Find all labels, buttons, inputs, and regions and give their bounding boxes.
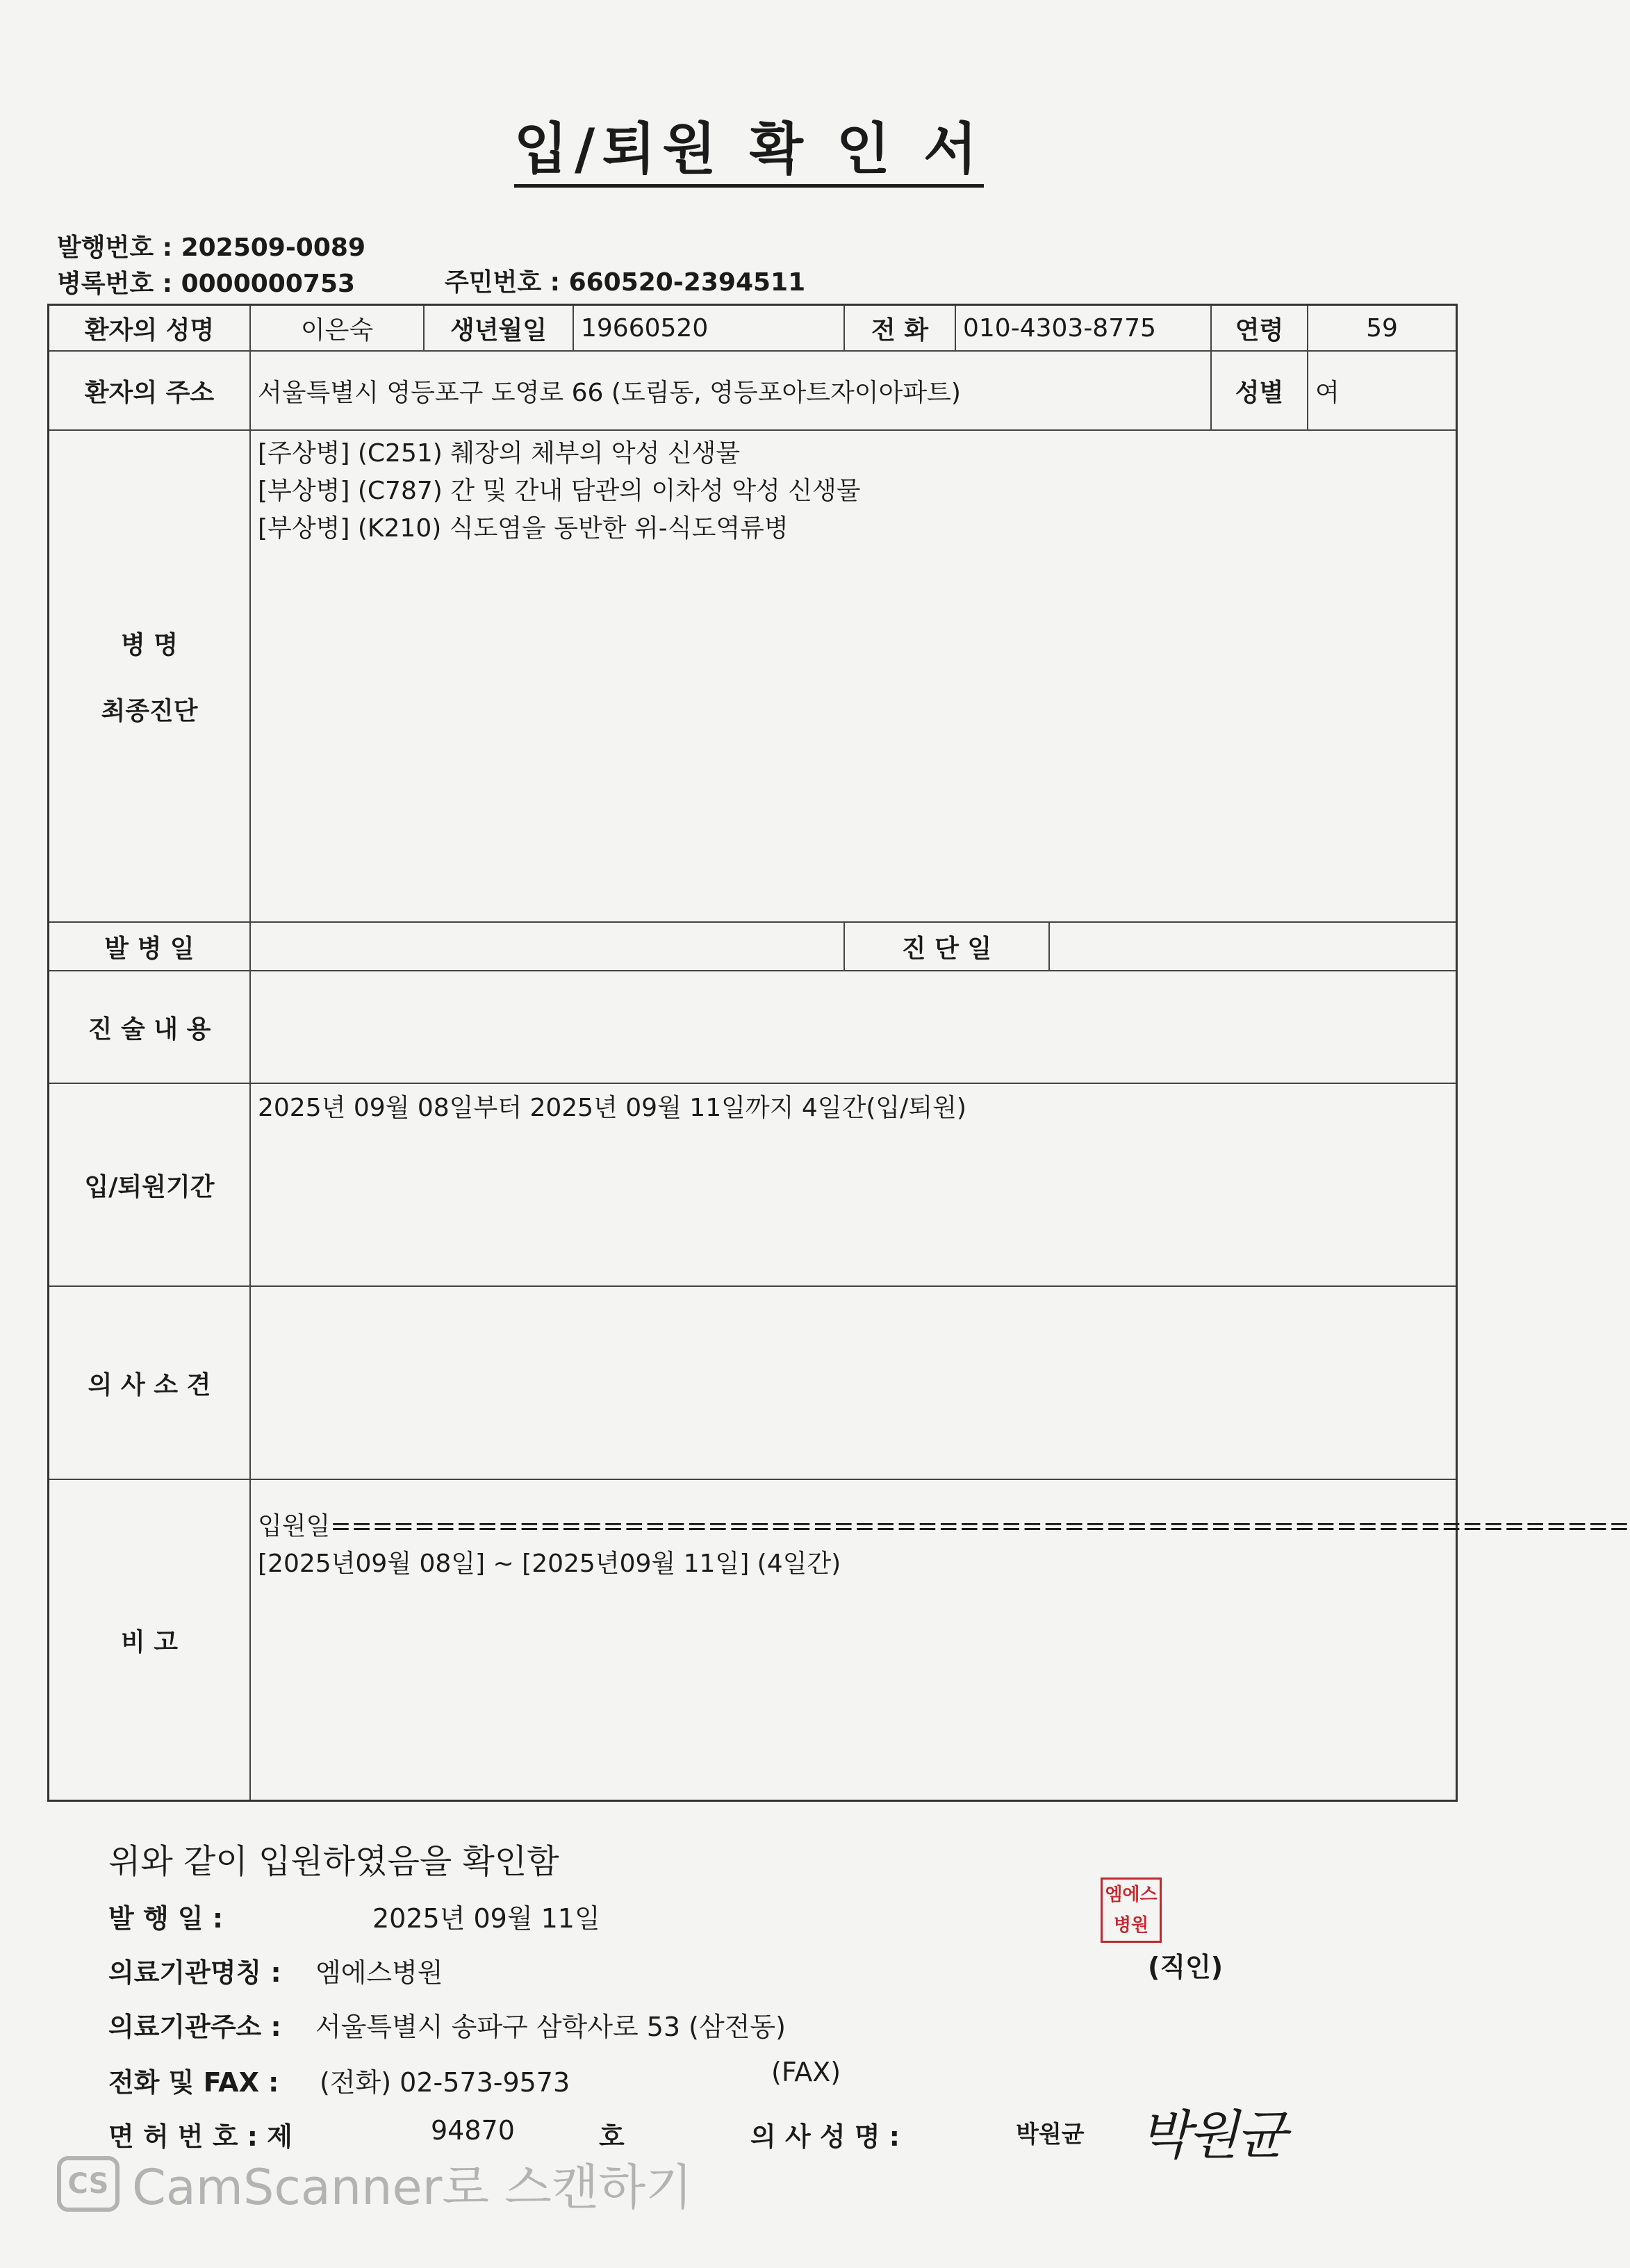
doctor-name-label: 의 사 성 명 : [750,2121,900,2152]
diagnosis-list [251,431,1456,923]
hospital-seal-stamp: 엠에스병원 [1101,1877,1162,1943]
patient-name-label: 환자의 성명 [49,306,251,352]
diagnosis-date-value [1050,923,1456,971]
patient-address-label: 환자의 주소 [49,352,251,431]
remarks-line: [2025년09월 08일] ~ [2025년09월 11일] (4일간) [258,1550,841,1578]
watermark-text: CamScanner로 스캔하기 [132,2159,693,2216]
sex-label: 성별 [1212,352,1308,431]
tel-fax-label: 전화 및 FAX : [108,2067,279,2098]
remarks-line: 입원일============================================================== [258,1512,1630,1540]
diagnosis-label-line2: 최종진단 [101,697,198,725]
record-number: 병록번호 : 0000000753 [57,270,356,298]
diagnosis-label [49,431,251,923]
remarks-value [251,1480,1630,1800]
doctor-opinion-value [251,1287,1456,1480]
birth-date-label: 생년월일 [425,306,574,352]
doctor-opinion-label: 의 사 소 견 [49,1287,251,1480]
diagnosis-item: [부상병] (C787) 간 및 간내 담관의 이차성 악성 신생물 [258,477,861,505]
document-title: 입/퇴원 확 인 서 [0,104,1498,184]
remarks-label: 비 고 [49,1480,251,1800]
age-value: 59 [1308,306,1456,352]
statement-label: 진 술 내 용 [49,971,251,1084]
fax-value: (FAX) [771,2057,841,2087]
doctor-name: 박원균 [1016,2121,1085,2148]
phone-value: 010-4303-8775 [956,306,1212,352]
patient-name-value: 이은숙 [251,306,425,352]
doctor-signature: 박원균 [1139,2104,1285,2166]
admission-period-label: 입/퇴원기간 [49,1084,251,1287]
tel-value: (전화) 02-573-9573 [320,2067,570,2098]
diagnosis-date-label: 진 단 일 [845,923,1050,971]
age-label: 연령 [1212,306,1308,352]
issue-date-label: 발 행 일 : [108,1903,224,1934]
diagnosis-label-line1: 병 명 [120,631,179,659]
admission-period-value: 2025년 09월 08일부터 2025년 09월 11일까지 4일간(입/퇴원) [251,1084,1456,1287]
institution-address-label: 의료기관주소 : [108,2012,281,2042]
phone-label: 전 화 [845,306,956,352]
seal-note: (직인) [1148,1952,1224,1982]
diagnosis-item: [부상병] (K210) 식도염을 동반한 위-식도역류병 [258,514,789,543]
statement-value [251,971,1456,1084]
institution-name-value: 엠에스병원 [315,1957,443,1988]
license-number: 94870 [431,2115,515,2146]
institution-name-label: 의료기관명칭 : [108,1957,281,1988]
onset-date-value [251,923,845,971]
license-suffix: 호 [599,2121,625,2152]
issue-number: 발행번호 : 202509-0089 [57,233,365,262]
confirmation-statement: 위와 같이 입원하였음을 확인함 [108,1842,559,1881]
patient-address-value: 서울특별시 영등포구 도영로 66 (도림동, 영등포아트자이아파트) [251,352,1212,431]
camscanner-logo-icon: CS [57,2156,120,2212]
diagnosis-item: [주상병] (C251) 췌장의 체부의 악성 신생물 [258,439,741,468]
onset-date-label: 발 병 일 [49,923,251,971]
confirmation-table [47,304,1630,1802]
camscanner-watermark [57,2148,693,2219]
birth-date-value: 19660520 [574,306,845,352]
sex-value: 여 [1308,352,1456,431]
license-label: 면 허 번 호 : 제 [108,2121,293,2152]
institution-address-value: 서울특별시 송파구 삼학사로 53 (삼전동) [315,2012,786,2042]
issue-date-value: 2025년 09월 11일 [372,1903,600,1934]
resident-number: 주민번호 : 660520-2394511 [445,268,806,297]
